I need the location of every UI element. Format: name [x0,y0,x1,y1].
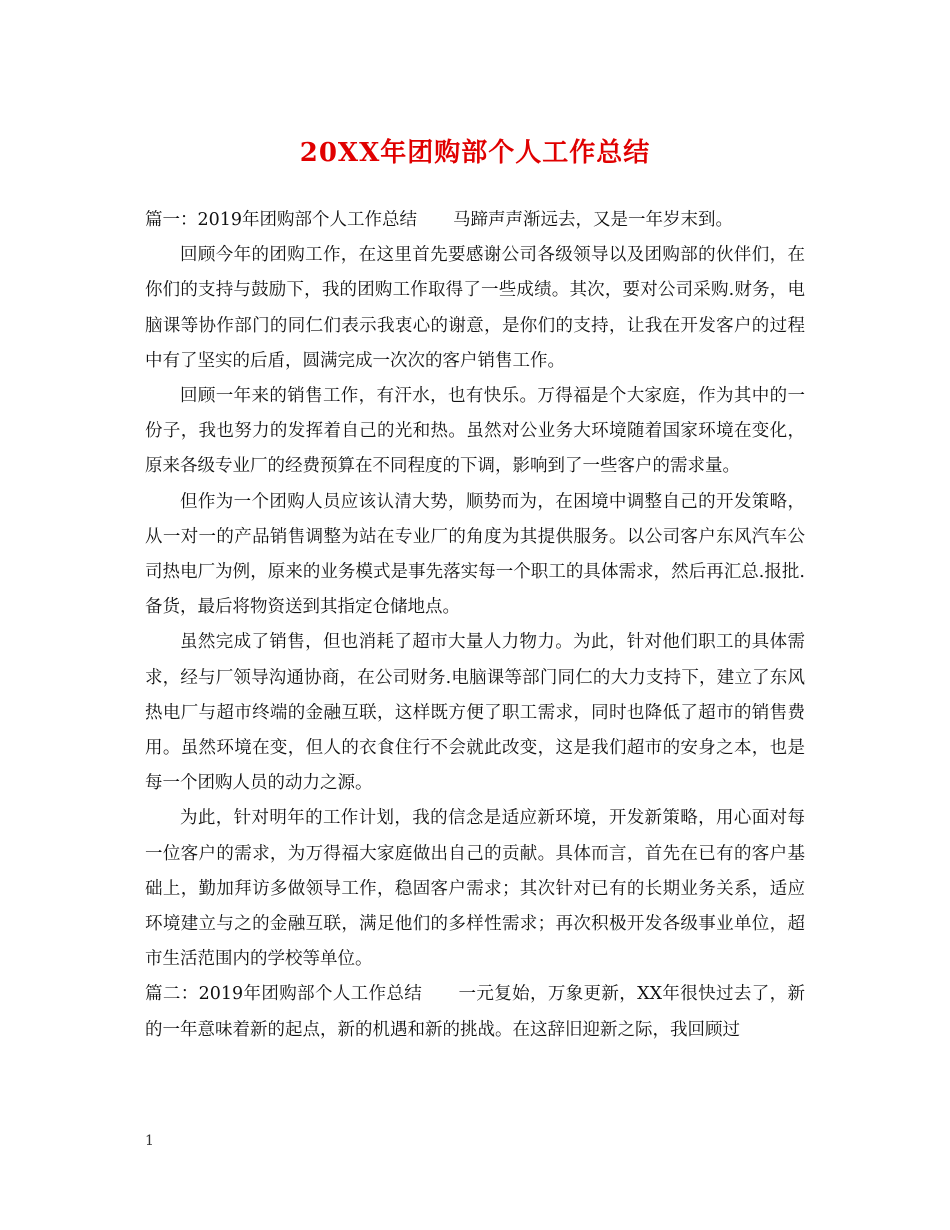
section-heading: 篇一：2019年团购部个人工作总结 [145,210,418,230]
paragraph: 回顾一年来的销售工作，有汗水，也有快乐。万得福是个大家庭，作为其中的一份子，我也努力的发挥着自己的光和热。虽然对公业务大环境随着国家环境在变化，原来各级专业厂的经费预算在不同程度的下调，影响到了一些客户的需求量。 [145,386,805,477]
paragraph: 为此，针对明年的工作计划，我的信念是适应新环境，开发新策略，用心面对每一位客户的需求，为万得福大家庭做出自己的贡献。具体而言，首先在已有的客户基础上，勤加拜访多做领导工作，稳固客户需求；其次针对已有的长期业务关系，适应环境建立与之的金融互联，满足他们的多样性需求；再次积极开发各级事业单位，超市生活范围内的学校等单位。 [145,808,805,970]
paragraph: 虽然完成了销售，但也消耗了超市大量人力物力。为此，针对他们职工的具体需求，经与厂领导沟通协商，在公司财务.电脑课等部门同仁的大力支持下，建立了东风热电厂与超市终端的金融互联，这样既方便了职工需求，同时也降低了超市的销售费用。虽然环境在变，但人的衣食住行不会就此改变，这是我们超市的安身之本，也是每一个团购人员的动力之源。 [145,632,805,794]
document-title: 20XX年团购部个人工作总结 [299,138,651,168]
document-body [145,203,805,1048]
paragraph: 但作为一个团购人员应该认清大势，顺势而为，在困境中调整自己的开发策略，从一对一的产品销售调整为站在专业厂的角度为其提供服务。以公司客户东风汽车公司热电厂为例，原来的业务模式是事先落实每一个职工的具体需求，然后再汇总.报批.备货，最后将物资送到其指定仓储地点。 [145,491,805,618]
paragraph: 回顾今年的团购工作，在这里首先要感谢公司各级领导以及团购部的伙伴们，在你们的支持与鼓励下，我的团购工作取得了一些成绩。其次，要对公司采购.财务，电脑课等协作部门的同仁们表示我衷心的谢意，是你们的支持，让我在开发客户的过程中有了坚实的后盾，圆满完成一次次的客户销售工作。 [145,245,805,371]
paragraph-text: 马蹄声声渐远去，又是一年岁末到。 [453,210,734,230]
section-heading: 篇二：2019年团购部个人工作总结 [145,984,423,1005]
section-two-intro [145,977,805,1047]
paragraph-text: 一元复始，万象更新，XX年很快过去了，新的一年意味着新的起点，新的机遇和新的挑战。在这辞旧迎新之际，我回顾过 [145,984,805,1040]
page-number: 1 [145,1133,154,1149]
section-one-intro [145,203,805,238]
